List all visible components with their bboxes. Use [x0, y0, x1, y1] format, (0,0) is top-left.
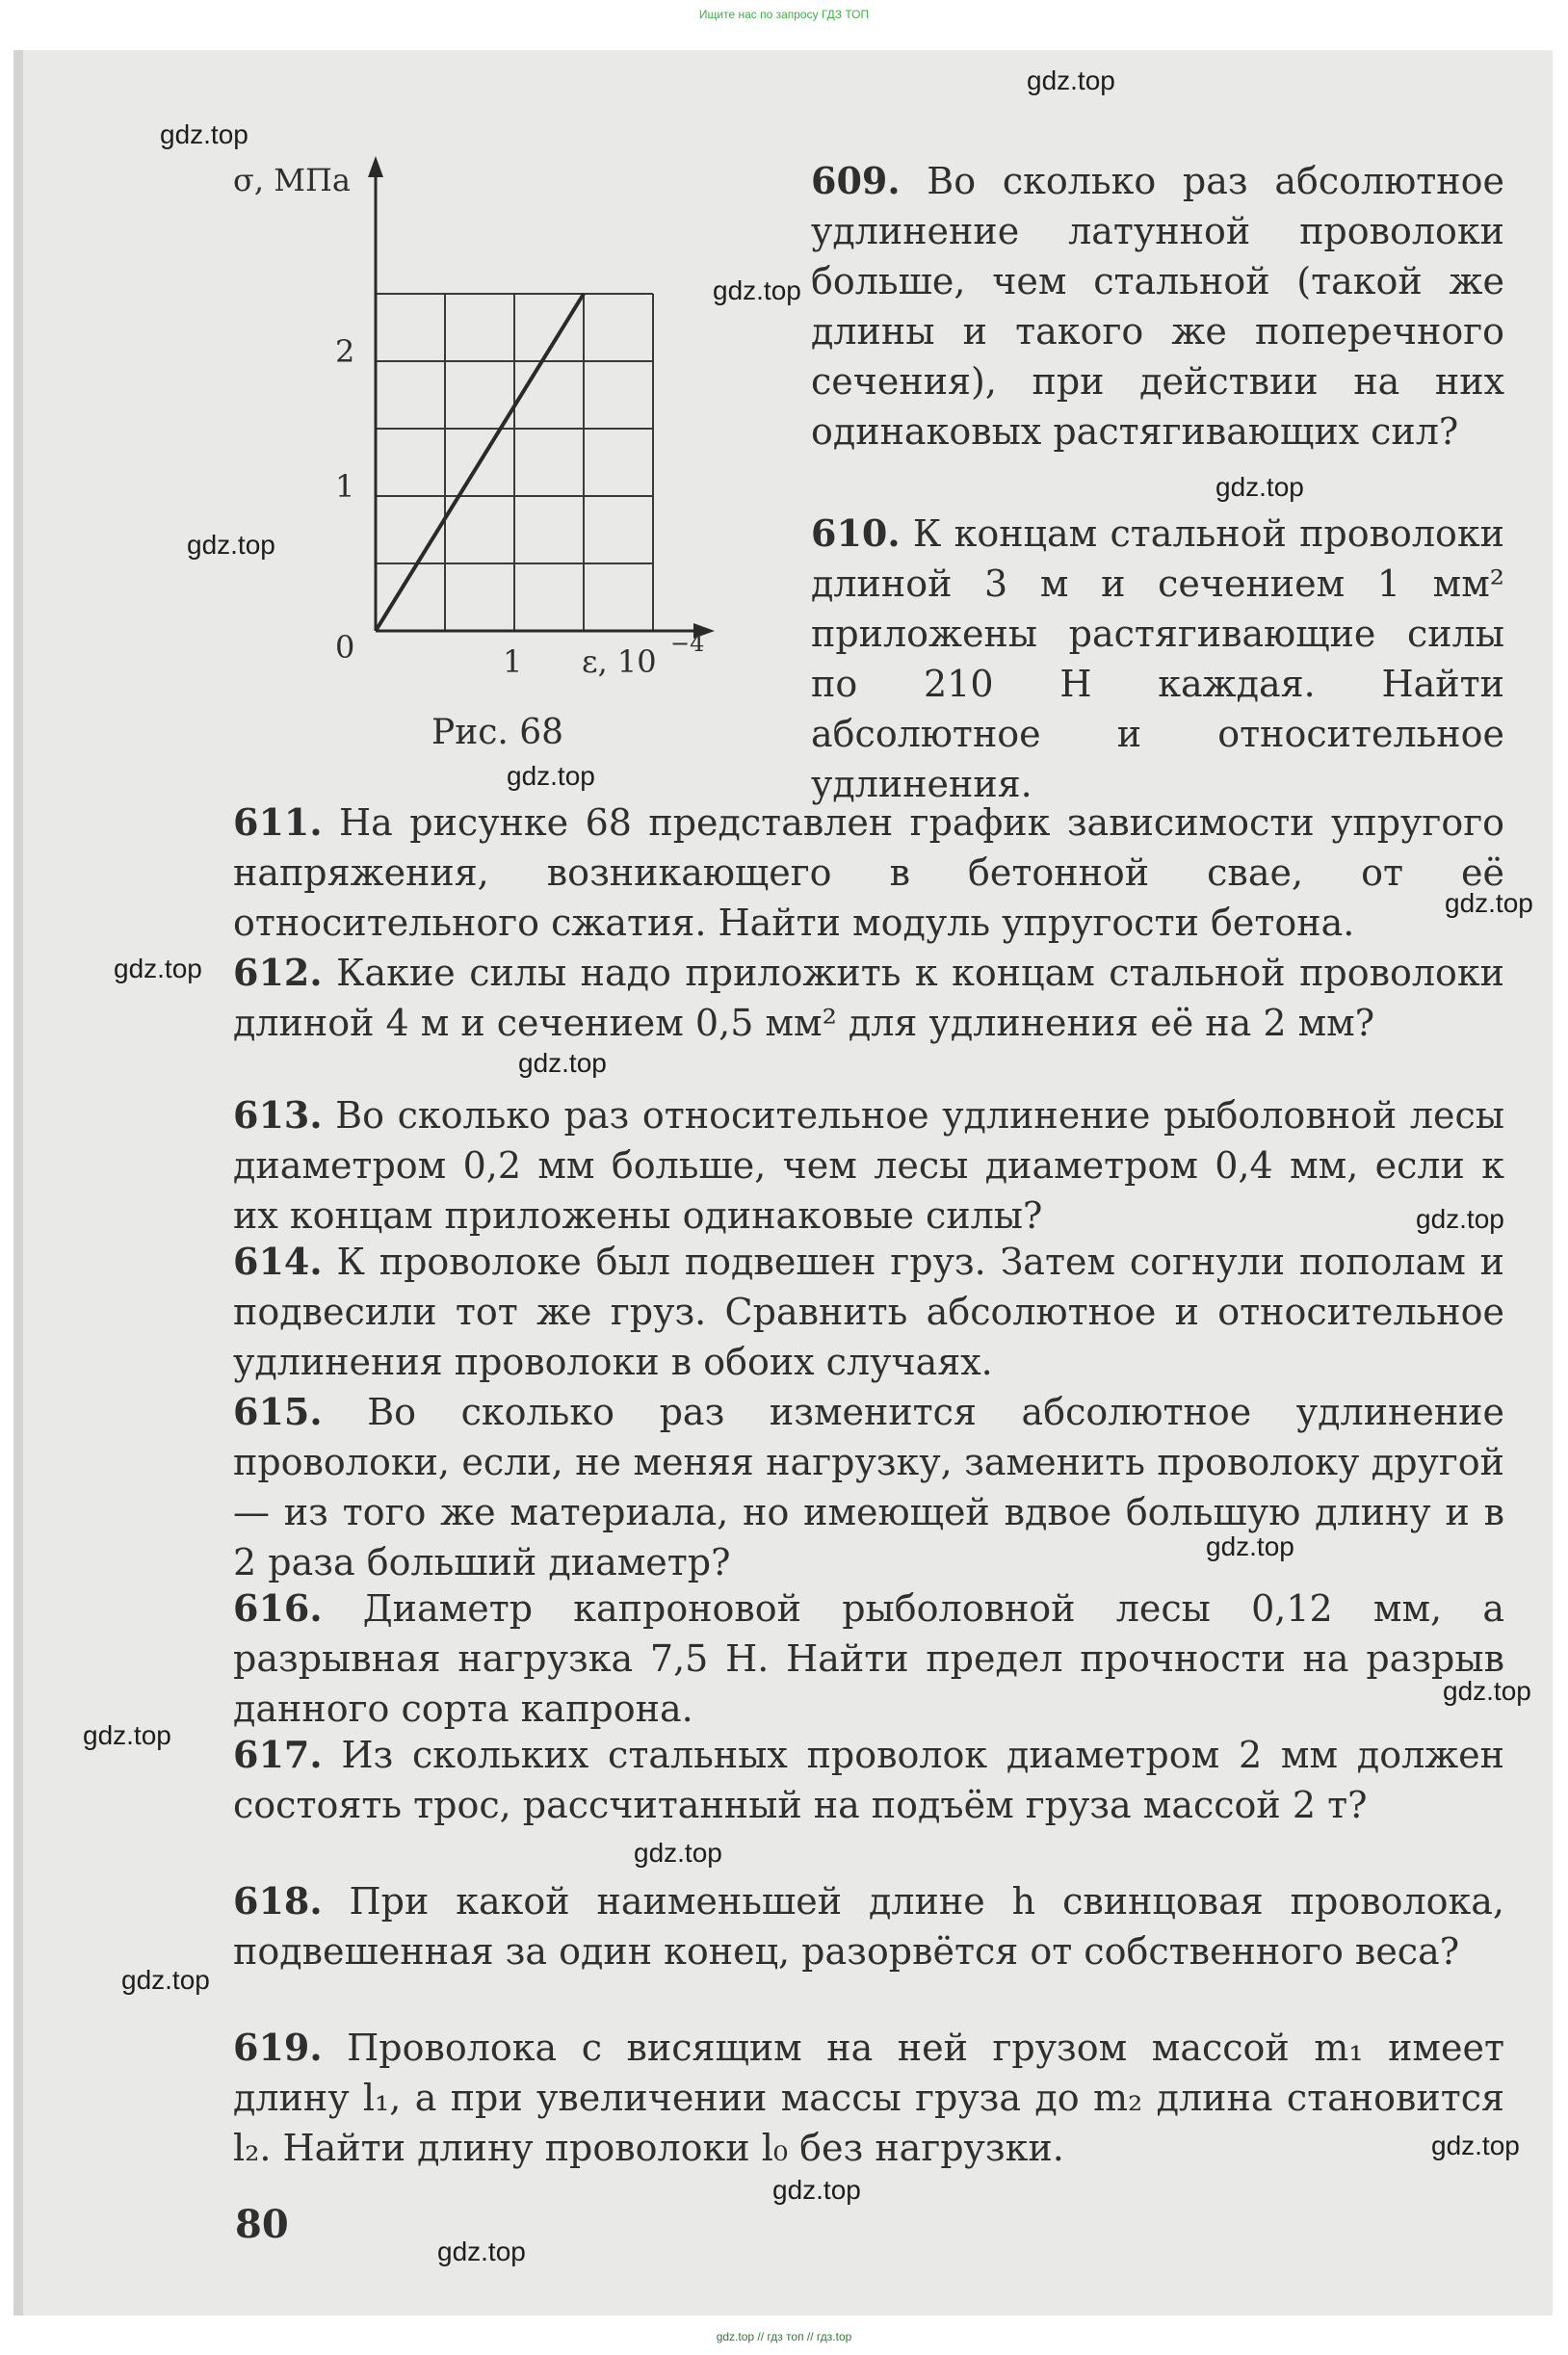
watermark: gdz.top: [1416, 1204, 1504, 1234]
problem-616: [233, 1583, 1504, 1734]
problem-number: 618.: [233, 1879, 323, 1923]
graph-grid: [376, 294, 653, 631]
problem-614: [233, 1237, 1504, 1387]
problem-613: [233, 1090, 1504, 1241]
watermark: gdz.top: [1443, 1676, 1531, 1706]
page-number: 80: [235, 2202, 289, 2247]
figure-68-graph: [222, 154, 722, 703]
y-axis-arrow: [368, 156, 383, 177]
problem-number: 617.: [233, 1733, 323, 1776]
problem-618: [233, 1876, 1504, 1976]
problem-number: 609.: [811, 159, 901, 202]
watermark: gdz.top: [772, 2175, 861, 2205]
top-banner: Ищите нас по запросу ГДЗ ТОП: [698, 8, 870, 21]
bottom-banner: gdz.top // гдз топ // гдз.top: [716, 2330, 852, 2343]
watermark: gdz.top: [634, 1838, 722, 1868]
problem-number: 616.: [233, 1586, 323, 1630]
x-axis-exponent: −4: [670, 630, 705, 657]
origin-label: 0: [335, 629, 355, 666]
problem-619: [233, 2023, 1504, 2173]
problem-612: [233, 948, 1504, 1048]
watermark: gdz.top: [187, 530, 275, 560]
y-tick-1: 1: [335, 468, 355, 505]
problem-610: [811, 509, 1504, 809]
problem-number: 612.: [233, 951, 323, 994]
problem-text: К концам стальной проволоки длиной 3 м и сечением 1 мм² приложены растягивающие силы по 210 Н каждая. Найти абсолютное и относительное удлинения.: [811, 512, 1504, 805]
watermark: gdz.top: [1215, 472, 1304, 502]
problem-615: [233, 1387, 1504, 1587]
watermark: gdz.top: [1206, 1531, 1294, 1561]
problem-number: 614.: [233, 1240, 323, 1283]
problem-text: К проволоке был подвешен груз. Затем согнули пополам и подвесили тот же груз. Сравнить абсолютное и относительное удлинения проволоки в обоих случаях.: [233, 1241, 1504, 1383]
watermark: gdz.top: [1027, 65, 1115, 95]
problem-text: Из скольких стальных проволок диаметром 2 мм должен состоять трос, рассчитанный на подъём груза массой 2 т?: [233, 1734, 1504, 1826]
watermark: gdz.top: [437, 2237, 526, 2266]
x-tick-1: 1: [503, 643, 523, 680]
problem-609: [811, 156, 1504, 457]
problem-number: 610.: [811, 511, 901, 555]
problem-text: Проволока с висящим на ней грузом массой m₁ имеет длину l₁, а при увеличении массы груза до m₂ длина становится l₂. Найти длину проволоки l₀ без нагрузки.: [233, 2027, 1504, 2169]
problem-text: При какой наименьшей длине h свинцовая проволока, подвешенная за один конец, разорвётся от собственного веса?: [233, 1880, 1504, 1973]
watermark: gdz.top: [1431, 2131, 1520, 2160]
problem-611: [233, 798, 1504, 948]
watermark: gdz.top: [121, 1965, 210, 1995]
y-axis-label: σ, МПа: [233, 162, 351, 198]
problem-text: На рисунке 68 представлен график зависимости упругого напряжения, возникающего в бетонной свае, от её относительного сжатия. Найти модуль упругости бетона.: [233, 801, 1504, 944]
watermark: gdz.top: [507, 761, 595, 791]
watermark: gdz.top: [713, 275, 801, 305]
watermark: gdz.top: [114, 954, 202, 983]
problem-number: 615.: [233, 1390, 323, 1433]
problem-617: [233, 1730, 1504, 1830]
problem-text: Во сколько раз изменится абсолютное удлинение проволоки, если, не меняя нагрузку, заменить проволоку другой — из того же материала, но имеющей вдвое большую длину и в 2 раза больший диаметр?: [233, 1391, 1504, 1583]
problem-text: Во сколько раз абсолютное удлинение латунной проволоки больше, чем стальной (такой же длины и такого же поперечного сечения), при действии на них одинаковых растягивающих сил?: [811, 160, 1504, 453]
y-tick-2: 2: [335, 333, 355, 370]
stress-strain-line: [376, 294, 584, 631]
watermark: gdz.top: [83, 1720, 171, 1750]
watermark: gdz.top: [1445, 888, 1533, 918]
problem-number: 611.: [233, 800, 323, 844]
watermark: gdz.top: [160, 119, 248, 149]
problem-number: 613.: [233, 1093, 323, 1137]
problem-number: 619.: [233, 2026, 323, 2069]
figure-caption: Рис. 68: [431, 713, 564, 752]
problem-text: Диаметр капроновой рыболовной лесы 0,12 мм, а разрывная нагрузка 7,5 Н. Найти предел прочности на разрыв данного сорта капрона.: [233, 1587, 1504, 1730]
x-axis-label: ε, 10: [582, 643, 657, 680]
problem-text: Во сколько раз относительное удлинение рыболовной лесы диаметром 0,2 мм больше, чем лесы диаметром 0,4 мм, если к их концам приложены одинаковые силы?: [233, 1094, 1504, 1237]
problem-text: Какие силы надо приложить к концам стальной проволоки длиной 4 м и сечением 0,5 мм² для удлинения её на 2 мм?: [233, 952, 1504, 1044]
watermark: gdz.top: [518, 1048, 607, 1078]
